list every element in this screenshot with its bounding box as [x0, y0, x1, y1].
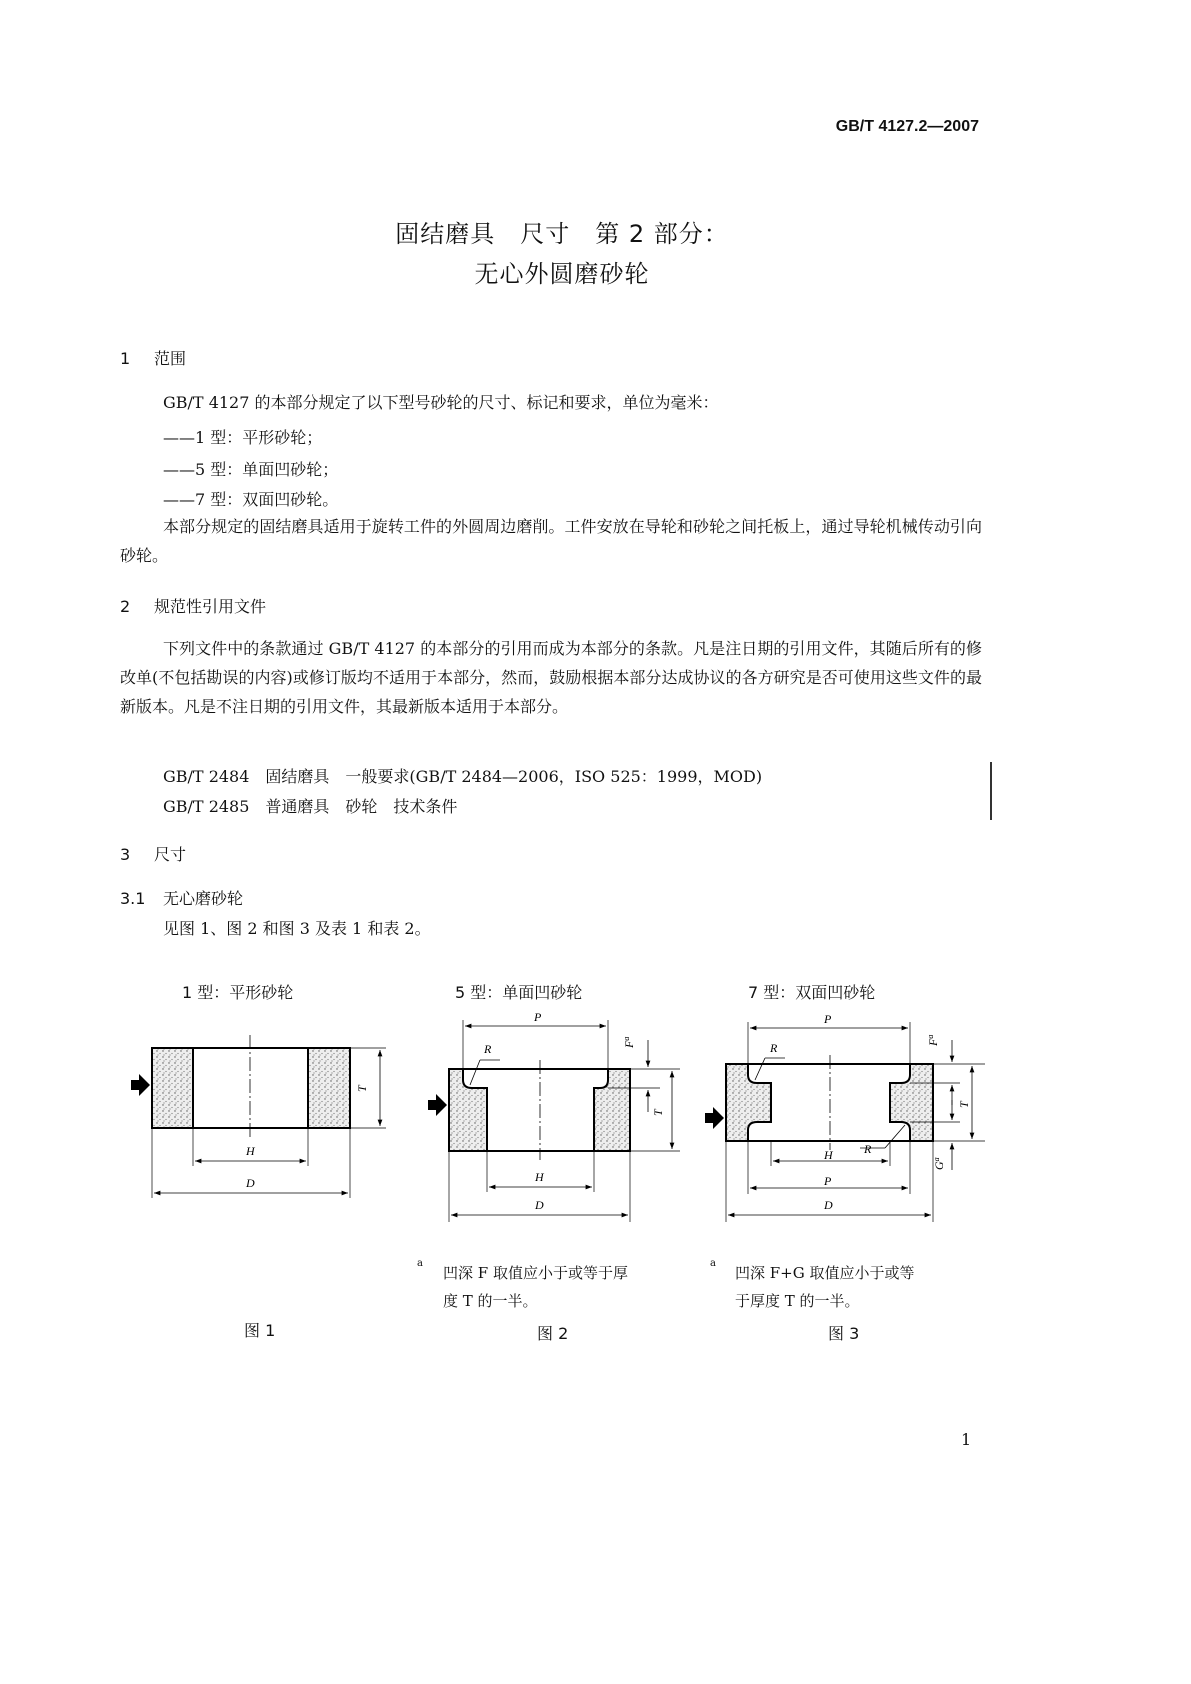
feed-arrow-icon: [131, 1074, 150, 1096]
list-item: ——1 型：平形砂轮；: [163, 428, 323, 447]
section-2-text: 下列文件中的条款通过 GB/T 4127 的本部分的引用而成为本部分的条款。凡是注日期的引用文件，其随后所有的修改单(不包括勘误的内容)或修订版均不适用于本部分，然而，鼓励根据本部分达成协议的各方研究是否可使用这些文件的最新版本。凡是不注日期的引用文件，其最新版本适用于本部分。: [120, 639, 982, 716]
dim-label-G: $G^a$: [932, 1157, 946, 1170]
dim-label-P: P: [824, 1012, 832, 1026]
section-1-intro: GB/T 4127 的本部分规定了以下型号砂轮的尺寸、标记和要求，单位为毫米：: [163, 393, 719, 412]
dim-label-R: R: [770, 1041, 778, 1055]
dim-label-F: $F^a$: [926, 1034, 940, 1046]
reference-item: GB/T 2484 固结磨具 一般要求(GB/T 2484—2006，ISO 525：1999，MOD): [163, 767, 763, 786]
section-2-heading: 2 规范性引用文件: [120, 597, 267, 616]
section-3-heading: 3 尺寸: [120, 845, 187, 864]
page-number: 1: [961, 1430, 972, 1449]
doc-title-line1: 固结磨具 尺寸 第 2 部分：: [395, 220, 729, 248]
doc-title-line2: 无心外圆磨砂轮: [474, 260, 650, 288]
dim-label-P: P: [534, 1010, 542, 1024]
standard-number: GB/T 4127.2—2007: [835, 118, 979, 135]
section-1-heading: 1 范围: [120, 349, 187, 368]
section-3-1-text: 见图 1、图 2 和图 3 及表 1 和表 2。: [163, 919, 431, 938]
footnote-mark: a: [710, 1258, 716, 1269]
dim-label-D: D: [535, 1198, 544, 1212]
dim-label-H: H: [246, 1144, 255, 1158]
figure-2-wheel: [428, 1020, 680, 1222]
dim-label-P: P: [824, 1174, 832, 1188]
figure-3-footnote: 凹深 F+G 取值应小于或等于厚度 T 的一半。: [735, 1264, 915, 1310]
dim-label-R: R: [864, 1142, 872, 1156]
dim-label-D: D: [824, 1198, 833, 1212]
feed-arrow-icon: [428, 1094, 447, 1116]
footnote-mark: a: [417, 1258, 423, 1269]
dim-label-H: H: [824, 1148, 833, 1162]
section-3-1-heading: 3.1 无心磨砂轮: [120, 889, 244, 908]
dim-label-R: R: [484, 1042, 492, 1056]
figure-1-title: 1 型：平形砂轮: [182, 983, 294, 1002]
list-item: ——5 型：单面凹砂轮；: [163, 460, 339, 479]
figure-2-title: 5 型：单面凹砂轮: [455, 983, 583, 1002]
dim-label-T: T: [355, 1085, 369, 1092]
figure-2-footnote: 凹深 F 取值应小于或等于厚度 T 的一半。: [443, 1264, 628, 1310]
dim-label-T: T: [957, 1101, 971, 1108]
figure-1-caption: 图 1: [244, 1321, 276, 1340]
figure-3-wheel: [705, 1022, 985, 1222]
dim-label-D: D: [246, 1176, 255, 1190]
dim-label-H: H: [535, 1170, 544, 1184]
figure-2-caption: 图 2: [537, 1324, 569, 1343]
figure-3-title: 7 型：双面凹砂轮: [748, 983, 876, 1002]
dim-label-F: $F^a$: [622, 1036, 636, 1048]
reference-item: GB/T 2485 普通磨具 砂轮 技术条件: [163, 797, 458, 816]
dim-label-T: T: [651, 1109, 665, 1116]
figure-3-caption: 图 3: [828, 1324, 860, 1343]
feed-arrow-icon: [705, 1107, 724, 1129]
section-1-text: 本部分规定的固结磨具适用于旋转工件的外圆周边磨削。工件安放在导轮和砂轮之间托板上，通过导轮机械传动引向砂轮。: [120, 517, 982, 565]
figure-1-wheel: [131, 1035, 386, 1198]
list-item: ——7 型：双面凹砂轮。: [163, 490, 339, 509]
